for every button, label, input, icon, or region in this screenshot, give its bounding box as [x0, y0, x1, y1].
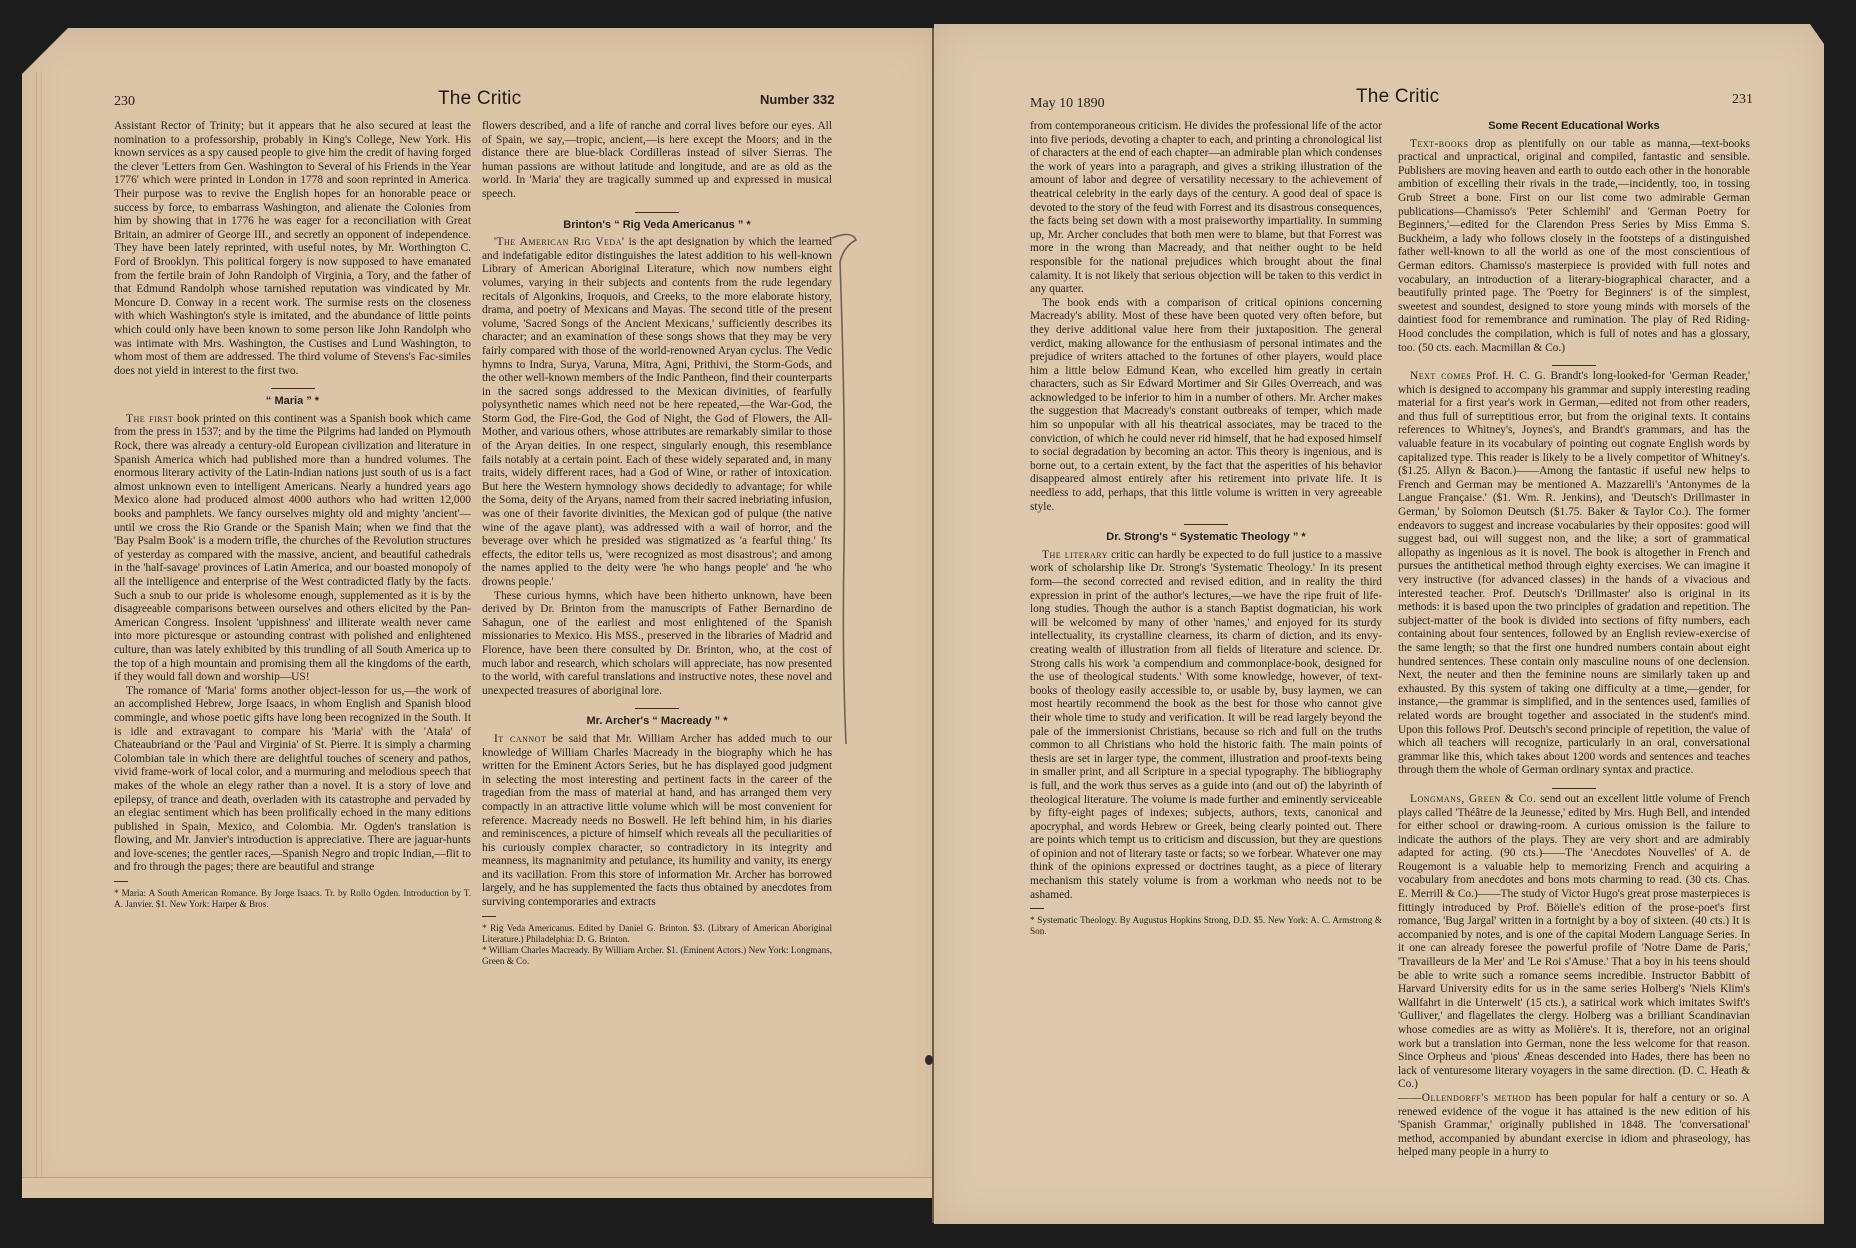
article-heading-brinton: Brinton's “ Rig Veda Americanus ” * [563, 218, 751, 231]
section-divider [635, 212, 679, 213]
article-paragraph: It cannot be said that Mr. William Archer has added much to our knowledge of William Charles Macready in the biography which he has written for the Eminent Actors Series, but he has displayed good judgment in selecting the most interesting and pertinent facts in the career of the tragedian from the mass of material at hand, and has arranged them very compactly in an attractive little volume which will be most convenient for reference. Macready needs no Boswell. He left behind him, in his diaries and reminiscences, a picture of himself which reveals all the peculiarities of his curiously complex character, so contradictory in its integrity and meanness, its magnanimity and petulance, its humility and vanity, its energy and its vacillation. From this store of information Mr. Archer has borrowed largely, and he has supplemented the facts thus obtained by anecdotes from surviving contemporaries and extracts [482, 732, 832, 909]
article-paragraph: These curious hymns, which have been hitherto unknown, have been derived by Dr. Brinton from the manuscripts of Father Bernardino de Sahagun, one of the earliest and most enlightened of the Spanish missionaries to Mexico. His MSS., preserved in the libraries of Madrid and Florence, have been there consulted by Dr. Brinton, who, at the cost of much labor and research, which scholars will appreciate, has now presented to the world, with careful translations and instructive notes, these novel and unexpected treasures of aboriginal lore. [482, 589, 832, 697]
article-paragraph: The literary critic can hardly be expected to do full justice to a massive work of scholarship like Dr. Strong's 'Systematic Theology.' In its present form—the second corrected and revised edition, and in reality the third expression in print of the author's lectures,—we have the ripe fruit of life-long studies. Though the author is a stanch Baptist dogmatician, his work will be welcomed by many of other 'names,' and enjoyed for its sturdy intellectuality, its crystalline clearness, its charm of diction, and its envy-creating wealth of illustration from all fields of literature and science. Dr. Strong calls his work 'a compendium and commonplace-book, designed for the use of theological students.' With some knowledge, however, of text-books of theology easily accessible to, or usable by, busy laymen, we can most heartily recommend the book as the best for those who cannot give their whole time to study and verification. It will be read largely beyond the pale of the immersionist Christians, because so rich and full on the truths common to all Christians who hold the historic faith. The main points of thesis are set in larger type, the comment, illustration and proof-texts being in smaller print, and all Scripture in a special typography. The bibliography is full, and the work thus serves as a guide into (and out of) the labyrinth of theological literature. The volume is made further and eminently serviceable by fifty-eight pages of indexes; subjects, authors, texts, canonical and apocryphal, and words Hebrew or Greek, being clearly pointed out. There are points which tempt us to criticism and discussion, but they are questions of opinion and not of literary taste or facts; so we forbear. Whatever one may think of the opinions expressed or doctrines taught, as a piece of literary mechanism this stately volume is from a workman who needs not to be ashamed. [1030, 548, 1382, 901]
left-page-column-1 [114, 120, 471, 910]
section-divider [1552, 788, 1596, 789]
section-divider [635, 708, 679, 709]
article-continuation: Assistant Rector of Trinity; but it appears that he also secured at least the nomination to a professorship, probably in King's College, New York. His known services as a spy caused people to give him the credit of having forged the clever 'Letters from Gen. Washington to Several of his Friends in the Year 1776' which were printed in London in 1778 and soon reprinted in America. Their purpose was to revive the English hopes for an honorable peace or success by force, to embarrass Washington, and alienate the Colonies from him by showing that in 1776 he was eager for a reconciliation with Great Britain, an admirer of George III., and secretly an opponent of independence. They have been lately reprinted, with useful notes, by Mr. Worthington C. Ford of Brooklyn. This political forgery is now supposed to have emanated from the fertile brain of John Randolph of Virginia, a Tory, and the father of that Edmund Randolph whose tarnished reputation was vindicated by Mr. Moncure D. Conway in a recent work. The surmise rests on the closeness with which Washington's style is imitated, and the abundance of little points which could only have been known to some person like John Randolph who was intimate with Mrs. Washington, the Custises and Lund Washington, to whom most of them are addressed. The third volume of Stevens's Fac-similes does not yield in interest to the first two. [114, 120, 471, 377]
article-paragraph: Text-books drop as plentifully on our table as manna,—text-books practical and unpractical, original and compiled, fantastic and sensible. Publishers are moving heaven and earth to outdo each other in the honorable ambition of excelling their rivals in the trade,—incidently, too, in tossing Grub Street a bone. First on our list come two admirable German publications—Chamisso's 'Peter Schlemihl' and 'German Poetry for Beginners,'—edited for the Clarendon Press Series by Miss Emma S. Buckheim, a lady who follows closely in the footsteps of a distinguished father well-known to all the world as one of the most conscientious of German editors. Chamisso's masterpiece is provided with full notes and vocabulary, an introduction of a literary-biographical character, and a beautifully printed page. The 'Poetry for Beginners' is of the simplest, sweetest and soundest, designed to store young minds with morsels of the daintiest food for remembrance and rumination. The play of Red Riding-Hood concludes the compilation, which is full of notes and has a glossary, too. (50 cts. each. Macmillan & Co.) [1398, 137, 1750, 354]
article-heading-maria: “ Maria ” * [265, 395, 320, 408]
footnote-divider [114, 881, 128, 882]
page-number-left: 230 [114, 94, 135, 109]
section-divider [1552, 365, 1596, 366]
footnote: * Systematic Theology. By Augustus Hopkins Strong, D.D. $5. New York: A. C. Armstrong & Son. [1030, 915, 1382, 937]
article-paragraph: The book ends with a comparison of critical opinions concerning Macready's ability. Most of these have been quoted very often before, but they derive additional value here from their juxtaposition. The general verdict, making allowance for the enthusiasm of personal intimates and the prejudice of writers attached to the fortunes of other players, would place him a little below Edmund Kean, who excelled him greatly in certain characters, such as Sir Edward Mortimer and Sir Giles Overreach, and was acknowledged to be inferior to him in a number of others. Mr. Archer makes the suggestion that Macready's constant outbreaks of temper, which made him so unpopular with all his theatrical associates, may be traced to the conviction, of which he could never rid himself, that he had exposed himself to social degradation by becoming an actor. This theory is ingenious, and is borne out, to a certain extent, by the fact that the asperities of his behavior disappeared almost entirely after his retirement into private life. It is needless to add, perhaps, that this little volume is written in very agreeable style. [1030, 296, 1382, 513]
footnote: * Rig Veda Americanus. Edited by Daniel G. Brinton. $3. (Library of American Aboriginal Literature.) Philadelphia: D. G. Brinton. [482, 922, 832, 944]
article-paragraph: 'The American Rig Veda' is the apt designation by which the learned and indefatigable editor distinguishes the latest addition to his well-known Library of American Aboriginal Literature, which now numbers eight volumes, varying in their subjects and contents from the rude legendary recitals of Algonkins, Iroquois, and Creeks, to the more elaborate history, drama, and poetry of Mexicans and Mayas. The second title of the present volume, 'Sacred Songs of the Ancient Mexicans,' sufficiently describes its character; and an examination of these songs shows that they may be very fairly compared with those of the world-renowned Aryan cyclus. The Vedic hymns to Indra, Surya, Varuna, Mitra, Agni, Prithivi, the Storm-Gods, and the other well-known members of the Indic Pantheon, find their counterparts in the sacred songs addressed to the Mexican divinities, of fearfully polysynthetic names which need not be here repeated,—the War-God, the Storm God, the Fire-God, the God of Night, the God of Flowers, the All-Mother, and various others, whose attributes are remarkably similar to those of the Aryan deities. In one respect, singularly enough, this resemblance fails notably at a certain point. Each of these widely separated and, in many traits, widely different races, had a God of Wine, or rather of intoxication. But here the Western hymnology shows decidedly to advantage; for while the Soma, deity of the Aryans, named from their sacred inebriating infusion, was one of their favorite divinities, the Mexican god of pulque (the native wine of the agave plant), was addressed with a wail of horror, and the beverage over which he presided was stigmatized as 'a fearful thing.' Its effects, the editor tells us, 'were recognized as most disastrous'; and among the names applied to the deity were 'he who hangs people' and 'he who drowns people.' [482, 236, 832, 588]
article-heading-strong: Dr. Strong's “ Systematic Theology ” * [1106, 531, 1306, 544]
binding-hole [925, 1055, 933, 1065]
masthead-title-right: The Critic [1356, 86, 1440, 107]
footnote: * Maria: A South American Romance. By Jorge Isaacs. Tr. by Rollo Ogden. Introduction by T. A. Janvier. $1. New York: Harper & Bros. [114, 888, 471, 910]
issue-date: May 10 1890 [1030, 96, 1105, 111]
pencil-margin-mark [830, 232, 858, 752]
left-page-column-2 [482, 120, 832, 967]
page-number-right: 231 [1732, 92, 1753, 107]
section-divider [1184, 524, 1228, 525]
article-continuation: from contemporaneous criticism. He divides the professional life of the actor into five periods, devoting a chapter to each, and printing a chronological list of characters at the end of each chapter—an admirable plan which condenses the work of years into a paragraph, and gives a striking illustration of the amount of labor and degree of versatility necessary to the achievement of theatrical celebrity in the early days of the century. A good deal of space is devoted to the story of the feud with Forrest and its disastrous consequences, the facts being set down with a most praiseworthy impartiality. In summing up, Mr. Archer concludes that both men were to blame, but that Forrest was more in the wrong than Macready, and that neither ought to be held responsible for the national prejudices which brought about the final calamity. It is not likely that serious objection will be taken to this verdict in any quarter. [1030, 120, 1382, 296]
footnote-divider [1030, 908, 1044, 909]
right-page-column-1 [1030, 120, 1382, 937]
footnote: * William Charles Macready. By William Archer. $1. (Eminent Actors.) New York: Longmans, Green & Co. [482, 944, 832, 966]
article-paragraph: Next comes Prof. H. C. G. Brandt's long-looked-for 'German Reader,' which is designed to accompany his grammar and supply interesting reading material for a first year's work in German,—edited not from other readers, and thus full of surreptitious error, but from the original texts. It contains references to Whitney's, Joynes's, and Brandt's grammars, and has the valuable feature in its vocabulary of pointing out cognate English words by capitalized type. This reader is likely to be a lively competitor of Whitney's. ($1.25. Allyn & Bacon.)——Among the fantastic if useful new helps to French and German may be mentioned A. Mazzarelli's 'Antonymes de la Langue Française.' ($1. Wm. R. Jenkins), and 'Deutsch's Drillmaster in German,' by Solomon Deutsch ($1.75. Baker & Taylor Co.). The former endeavors to suggest and increase vocabularies by their opposites: good will suggest bad, oui will suggest non, and the like; a sort of grammatical allopathy as ingenious as it is novel. The book is altogether in French and pursues the antithetical method through eighty exercises. We can imagine it very instructive (for advanced classes) in the hands of a vivacious and interested teacher. Prof. Deutsch's 'Drillmaster' also is original in its methods: it is based upon the two principles of gradation and repetition. The subject-matter of the book is divided into sections of fifty numbers, each containing about four sentences, followed by an English review-exercise of the same length; so that the first one hundred numbers contain about eight hundred sentences. These contain only masculine nouns of one declension. Next, the neuter and then the feminine nouns are similarly taken up and exhausted. By this system of taking one difficulty at a time,—gender, for instance,—the grammar is simplified, and in the sentences used, families of related words are brought together and associated in the student's mind. Upon this follows Prof. Deutsch's second principle of repetition, the value of which all teachers will recognize, particularly in an oral, conversational grammar like this, which takes about 1200 words and sentences and teaches through them the whole of German ordinary syntax and practice. [1398, 370, 1750, 777]
page-bottom-fold [22, 1177, 940, 1198]
article-paragraph: Longmans, Green & Co. send out an excellent little volume of French plays called 'Théâtre de la Jeunesse,' edited by Mrs. Hugh Bell, and intended for either school or drawing-room. A curious omission is the failure to indicate the authors of the plays. They are very short and are admirably adapted for acting. (90 cts.)——The 'Anecdotes Nouvelles' of A. de Rougemont is a valuable help to memorizing French and acquiring a vocabulary from anecdotes and bons mots charming to read. (30 cts. Chas. E. Merrill & Co.)——The study of Victor Hugo's great prose masterpieces is fittingly introduced by Prof. Böielle's edition of the prose-poet's first romance, 'Bug Jargal' written in a fortnight by a boy of sixteen. (40 cts.) It is accompanied by notes, and is one of the capital Modern Language Series. In it one can already foresee the powerful profile of 'Notre Dame de Paris,' 'Travailleurs de la Mer' and 'Le Roi s'Amuse.' That a boy in his teens should be able to write such a romance seems incredible. Instructor Babbitt of Harvard University edits for us in the same series Holberg's 'Niels Klim's Wallfahrt in die Unterwelt' (15 cts.), a satirical work which imitates Swift's 'Gulliver,' and flagellates the clergy. Holberg was a brilliant Scandinavian whose comedies are as witty as Molière's. It is, therefore, not an original work but a translation into German, none the less welcome for that reason. Since Orpheus and 'pious' Æneas descended into Hades, there has been no lack of venturesome literary voyagers in the same direction. (D. C. Heath & Co.) [1398, 792, 1750, 1091]
section-divider [271, 388, 315, 389]
article-paragraph: The romance of 'Maria' forms another object-lesson for us,—the work of an accomplished Hebrew, Jorge Isaacs, in whom English and Spanish blood commingle, and whose poetic gifts have long been recognized in the South. It is idle and extravagant to compare his 'Maria' with the 'Atala' of Chateaubriand or the 'Paul and Virginia' of St. Pierre. It is simply a charming Colombian tale in which there are delightful touches of scenery and pathos, vivid frame-work of local color, and a murmuring and melodious speech that makes of the whole an elegy rather than a novel. It is a story of love and epilepsy, of trance and death, overladen with its catastrophe and pervaded by an elegiac sentiment which has been prolifically echoed in the many editions published in Spain, Mexico, and Colombia. Mr. Ogden's translation is flowing, and Mr. Janvier's introduction is appreciative. There are jaguar-hunts and love-scenes; the gentler races,—Spanish Negro and tropic Indian,—flit to and fro through the pages; there are beautiful and strange [114, 684, 471, 874]
article-heading-educational: Some Recent Educational Works [1488, 120, 1660, 132]
drop-lead: The first [126, 412, 174, 425]
issue-number: Number 332 [760, 92, 835, 107]
footnote-divider [482, 916, 496, 917]
article-continuation: flowers described, and a life of ranche and corral lives before our eyes. All of Spain, we say,—tropic, ancient,—is here except the Moors; and in the distance there are blue-black Cordilleras instead of silver Sierras. The human passions are without latitude and longitude, and are as old as the world. In 'Maria' they are tragically summed up and expressed in musical speech. [482, 120, 832, 200]
masthead-title-left: The Critic [438, 88, 522, 109]
article-paragraph: ——Ollendorff's method has been popular for half a century or so. A renewed evidence of the vogue it has attained is the new edition of his 'Spanish Grammar,' originally published in 1848. The 'conversational' method, accompanied by abundant exercise in idiom and phraseology, has helped many people in a hurry to [1398, 1091, 1750, 1159]
article-paragraph: The first book printed on this continent was a Spanish book which came from the press in 1537; and by the time the Pilgrims had landed on Plymouth Rock, there was already a century-old European civilization and literature in Spanish America which had published more than a hundred volumes. The enormous literary activity of the Latin-Indian nations just south of us is a fact almost unknown even to intelligent Americans. Nearly a hundred years ago Mexico alone had produced almost 4000 authors who had written 12,000 books and pamphlets. We fancy ourselves mighty old and mighty 'ancient'—until we cross the Rio Grande or the Spanish Main; when we find that the 'Bay Psalm Book' is a modern trifle, the churches of the Revolution structures of yesterday as compared with the massive, ancient, and beautiful cathedrals in the 'half-savage' provinces of Latin America, and our boasted monopoly of all the intelligence and enterprise of the West contradicted flatly by the facts. Such a snub to our pride is wholesome enough, supplemented as it is by the disagreeable comparisons between ourselves and others elicited by the Pan-American Congress. Insolent 'uppishness' and illiterate wealth never came into more picturesque or astounding contrast with polished and enlightened culture, than was lately exhibited by this trundling of all South America up to the top of a high mountain and promising them all the kingdoms of the earth, if they would fall down and worship—US! [114, 412, 471, 684]
page-edge-stack [36, 72, 42, 1198]
right-page-column-2 [1398, 120, 1750, 1160]
article-heading-archer: Mr. Archer's “ Macready ” * [586, 715, 728, 728]
book-gutter [932, 28, 934, 1223]
